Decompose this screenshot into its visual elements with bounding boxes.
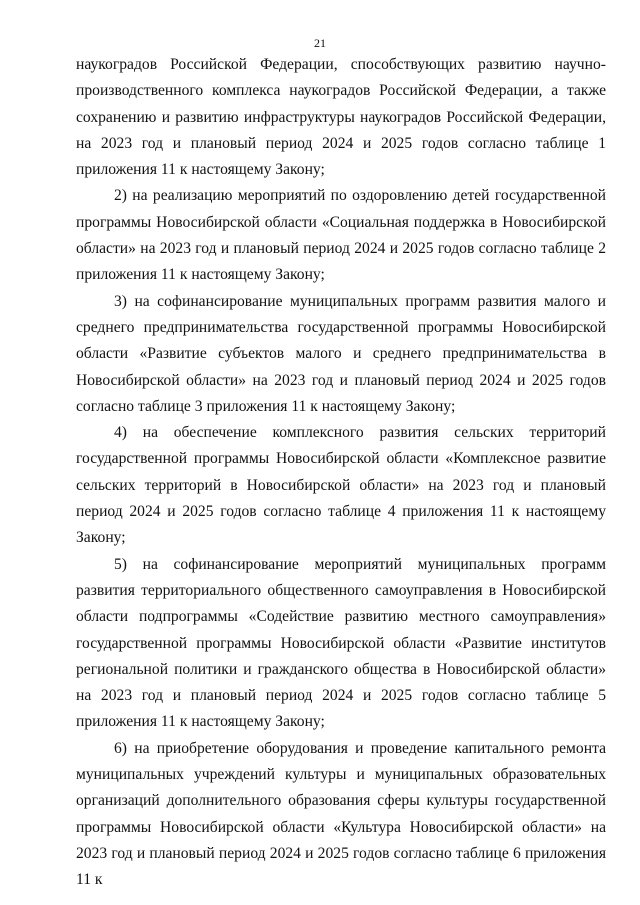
page-number: 21 <box>314 36 326 50</box>
paragraph-item-4: 4) на обеспечение комплексного развития сельских территорий государственной программы Новосибирской области «Комплексное развитие сельских территорий в Новосибирской области» на 2023 год и плановый период 2024 и 2025 годов согласно таблице 4 приложения 11 к настоящему Закону; <box>76 424 606 547</box>
paragraph-item-2: 2) на реализацию мероприятий по оздоровлению детей государственной программы Новосибирской области «Социальная поддержка в Новосибирской области» на 2023 год и плановый период 2024 и 2025 годов согласно таблице 2 приложения 11 к настоящему Закону; <box>76 187 606 284</box>
paragraph-item-6: 6) на приобретение оборудования и проведение капитального ремонта муниципальных учреждений культуры и муниципальных образовательных организаций дополнительного образования сферы культуры государственной программы Новосибирской области «Культура Новосибирской области» на 2023 год и плановый период 2024 и 2025 годов согласно таблице 6 приложения 11 к <box>76 739 606 889</box>
document-body <box>76 52 606 894</box>
paragraph-item-5: 5) на софинансирование мероприятий муниципальных программ развития территориального общественного самоуправления в Новосибирской области подпрограммы «Содействие развитию местного самоуправления» государственной программы Новосибирской области «Развитие институтов региональной политики и гражданского общества в Новосибирской области» на 2023 год и плановый период 2024 и 2025 годов согласно таблице 5 приложения 11 к настоящему Закону; <box>76 555 606 731</box>
paragraph-continuation: наукоградов Российской Федерации, способствующих развитию научно-производственного комплекса наукоградов Российской Федерации, а также сохранению и развитию инфраструктуры наукоградов Российской Федерации, на 2023 год и плановый период 2024 и 2025 годов согласно таблице 1 приложения 11 к настоящему Закону; <box>76 56 606 179</box>
paragraph-item-3: 3) на софинансирование муниципальных программ развития малого и среднего предпринимательства государственной программы Новосибирской области «Развитие субъектов малого и среднего предпринимательства в Новосибирской области» на 2023 год и плановый период 2024 и 2025 годов согласно таблице 3 приложения 11 к настоящему Закону; <box>76 292 606 415</box>
